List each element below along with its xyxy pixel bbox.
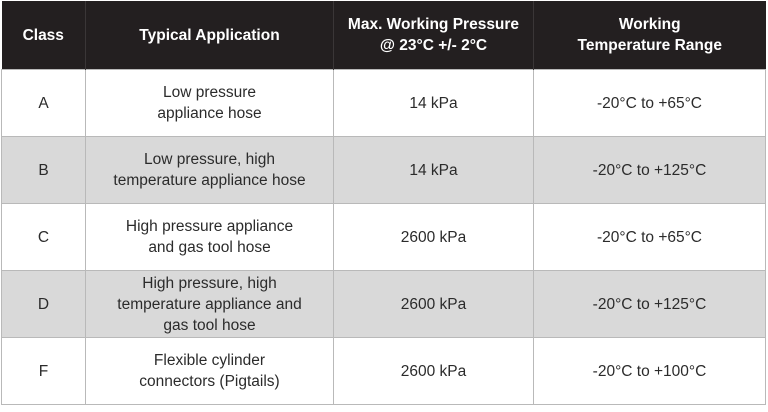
cell-application: High pressure, high temperature appliance and gas tool hose xyxy=(86,271,334,338)
cell-application: High pressure appliance and gas tool hose xyxy=(86,204,334,271)
hose-class-table xyxy=(1,1,766,405)
cell-class: D xyxy=(2,271,86,338)
table-row xyxy=(2,70,766,137)
cell-pressure: 2600 kPa xyxy=(334,204,534,271)
table-row xyxy=(2,271,766,338)
cell-class: A xyxy=(2,70,86,137)
header-typical-application: Typical Application xyxy=(86,1,334,70)
cell-temperature: -20°C to +65°C xyxy=(534,204,766,271)
cell-application: Low pressure, high temperature appliance hose xyxy=(86,137,334,204)
cell-class: C xyxy=(2,204,86,271)
cell-application: Flexible cylinder connectors (Pigtails) xyxy=(86,338,334,405)
cell-temperature: -20°C to +65°C xyxy=(534,70,766,137)
cell-class: B xyxy=(2,137,86,204)
header-max-working-pressure: Max. Working Pressure @ 23°C +/- 2°C xyxy=(334,1,534,70)
cell-temperature: -20°C to +125°C xyxy=(534,271,766,338)
cell-pressure: 14 kPa xyxy=(334,70,534,137)
header-row xyxy=(2,1,766,70)
cell-application: Low pressure appliance hose xyxy=(86,70,334,137)
table-row xyxy=(2,204,766,271)
cell-class: F xyxy=(2,338,86,405)
hose-class-table-container xyxy=(1,1,765,409)
cell-pressure: 2600 kPa xyxy=(334,338,534,405)
table-body xyxy=(2,70,766,405)
cell-pressure: 14 kPa xyxy=(334,137,534,204)
table-row xyxy=(2,338,766,405)
header-working-temperature-range: Working Temperature Range xyxy=(534,1,766,70)
table-header xyxy=(2,1,766,70)
cell-temperature: -20°C to +125°C xyxy=(534,137,766,204)
cell-temperature: -20°C to +100°C xyxy=(534,338,766,405)
table-row xyxy=(2,137,766,204)
header-class: Class xyxy=(2,1,86,70)
cell-pressure: 2600 kPa xyxy=(334,271,534,338)
